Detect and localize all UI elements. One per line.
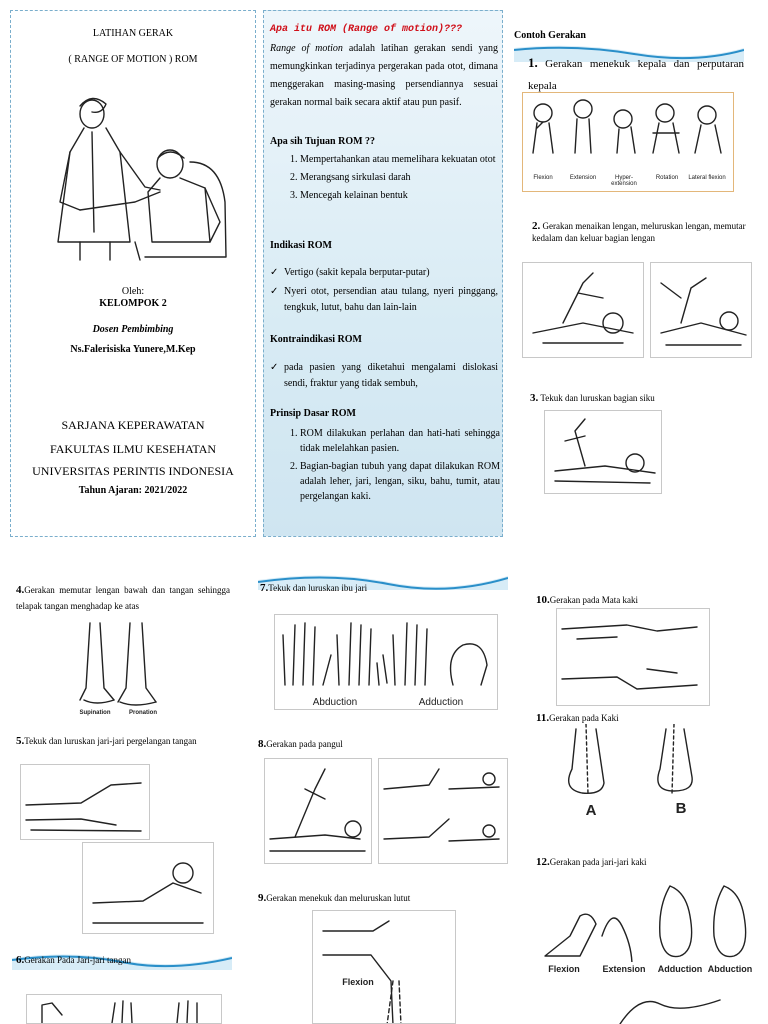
- examples-heading: Contoh Gerakan: [514, 30, 586, 41]
- head-movement-drawing: [523, 93, 733, 173]
- elbow-figure: [544, 410, 662, 494]
- cover-subtitle: ( RANGE OF MOTION ) ROM: [68, 54, 198, 65]
- wrist-figure-a: [20, 764, 150, 840]
- info-intro: [270, 40, 498, 112]
- head-label: Rotation: [655, 175, 679, 181]
- foot-label: A: [585, 802, 597, 819]
- cover-by-label: Oleh:: [121, 286, 145, 297]
- toe-figure: [540, 876, 756, 976]
- example-5: 5.Tekuk dan luruskan jari-jari pergelangan tangan: [16, 735, 197, 747]
- thumb-figure: [274, 614, 498, 710]
- example-10: 10.Gerakan pada Mata kaki: [536, 594, 638, 606]
- example-12: 12.Gerakan pada jari-jari kaki: [536, 856, 647, 868]
- indication-list: [270, 265, 498, 319]
- nurse-patient-illustration: [40, 92, 230, 262]
- example-6: 6.Gerakan Pada Jari-jari tangan: [16, 954, 131, 966]
- contra-heading: Kontraindikasi ROM: [270, 334, 362, 345]
- toe-label: Adduction: [657, 964, 703, 974]
- cover-faculty: FAKULTAS ILMU KESEHATAN: [49, 442, 217, 456]
- contra-item: ✓ pada pasien yang diketahui mengalami dislokasi sendi, fraktur yang tidak sembuh,: [270, 362, 498, 389]
- contra-list: [270, 360, 498, 395]
- example-11: 11.Gerakan pada Kaki: [536, 712, 619, 724]
- toe-label: Extension: [602, 964, 646, 974]
- head-label: Lateral flexion: [688, 175, 726, 181]
- hip-figure-b: [378, 758, 508, 864]
- purpose-heading: Apa sih Tujuan ROM ??: [270, 136, 376, 147]
- info-intro-text: adalah latihan gerakan sendi yang memungkinkan terjadinya pergerakan pada otot, dimana menggerakan masing-masing persendiannya sesuai gerakan normal baik secara aktif atau pun pasif.: [270, 43, 499, 108]
- arm-raise-figure-b: [650, 262, 752, 358]
- check-icon: ✓: [270, 362, 279, 373]
- purpose-item: 2. Merangsang sirkulasi darah: [300, 170, 500, 185]
- example-1: 1. Gerakan menekuk kepala dan perputaran kepala: [528, 55, 744, 92]
- purpose-item: 1. Mempertahankan atau memelihara kekuatan otot: [300, 152, 500, 167]
- forearm-label: Pronation: [129, 710, 157, 716]
- check-icon: ✓: [270, 267, 279, 278]
- arm-raise-figure-a: [522, 262, 644, 358]
- cover-supervisor-name: Ns.Falerisiska Yunere,M.Kep: [70, 344, 196, 355]
- indication-heading: Indikasi ROM: [270, 240, 332, 251]
- head-label: Hyper-extension: [611, 175, 637, 187]
- cover-group: KELOMPOK 2: [99, 298, 167, 309]
- toe-label: Abduction: [707, 964, 753, 974]
- thumb-label: Abduction: [312, 697, 358, 708]
- foot-figure: [556, 724, 716, 824]
- example-2: 2. Gerakan menaikan lengan, meluruskan lengan, memutar kedalam dan keluar bagian lengan: [532, 220, 746, 243]
- finger-figure: [26, 994, 222, 1024]
- purpose-item: 3. Mencegah kelainan bentuk: [300, 188, 500, 203]
- forearm-label: Supination: [79, 710, 111, 716]
- principle-item: 2. Bagian-bagian tubuh yang dapat dilakukan ROM adalah leher, jari, lengan, siku, bahu, tumit, atau pergelangan kaki.: [300, 459, 500, 504]
- partial-figure: [600, 990, 750, 1024]
- example-8: 8.Gerakan pada pangul: [258, 738, 343, 750]
- example-3: 3. Tekuk dan luruskan bagian siku: [530, 392, 655, 404]
- indication-item: ✓ Nyeri otot, persendian atau tulang, nyeri pinggang, tengkuk, lutut, bahu dan lain-lain: [270, 286, 498, 313]
- cover-program: SARJANA KEPERAWATAN: [61, 418, 205, 432]
- example-4: 4.Gerakan memutar lengan bawah dan tangan sehingga telapak tangan menghadap ke atas: [16, 584, 230, 611]
- thumb-label: Adduction: [418, 697, 464, 708]
- hip-figure-a: [264, 758, 372, 864]
- knee-label: Flexion: [342, 977, 374, 987]
- cover-panel: [10, 10, 256, 537]
- principle-item: 1. ROM dilakukan perlahan dan hati-hati sehingga tidak melelahkan pasien.: [300, 426, 500, 456]
- foot-label: B: [675, 800, 687, 817]
- knee-figure: [312, 910, 456, 1024]
- toe-label: Flexion: [548, 964, 580, 974]
- info-heading: Apa itu ROM (Range of motion)???: [270, 24, 463, 35]
- cover-title: LATIHAN GERAK: [92, 28, 174, 39]
- head-label: Flexion: [533, 175, 553, 181]
- purpose-list: [270, 152, 500, 206]
- principle-heading: Prinsip Dasar ROM: [270, 408, 356, 419]
- cover-academic-year: Tahun Ajaran: 2021/2022: [78, 485, 188, 496]
- cover-supervisor-label: Dosen Pembimbing: [92, 324, 174, 335]
- check-icon: ✓: [270, 286, 279, 297]
- example-9: 9.Gerakan menekuk dan meluruskan lutut: [258, 892, 411, 904]
- cover-university: UNIVERSITAS PERINTIS INDONESIA: [32, 464, 234, 478]
- principle-list: [270, 426, 500, 507]
- head-label: Extension: [569, 175, 597, 181]
- head-movement-figure: [522, 92, 734, 192]
- info-intro-term: Range of motion: [270, 43, 343, 54]
- indication-item: ✓ Vertigo (sakit kepala berputar-putar): [270, 265, 498, 281]
- ankle-figure: [556, 608, 710, 706]
- forearm-figure: [70, 618, 168, 722]
- wrist-figure-b: [82, 842, 214, 934]
- example-7: 7.Tekuk dan luruskan ibu jari: [260, 582, 368, 594]
